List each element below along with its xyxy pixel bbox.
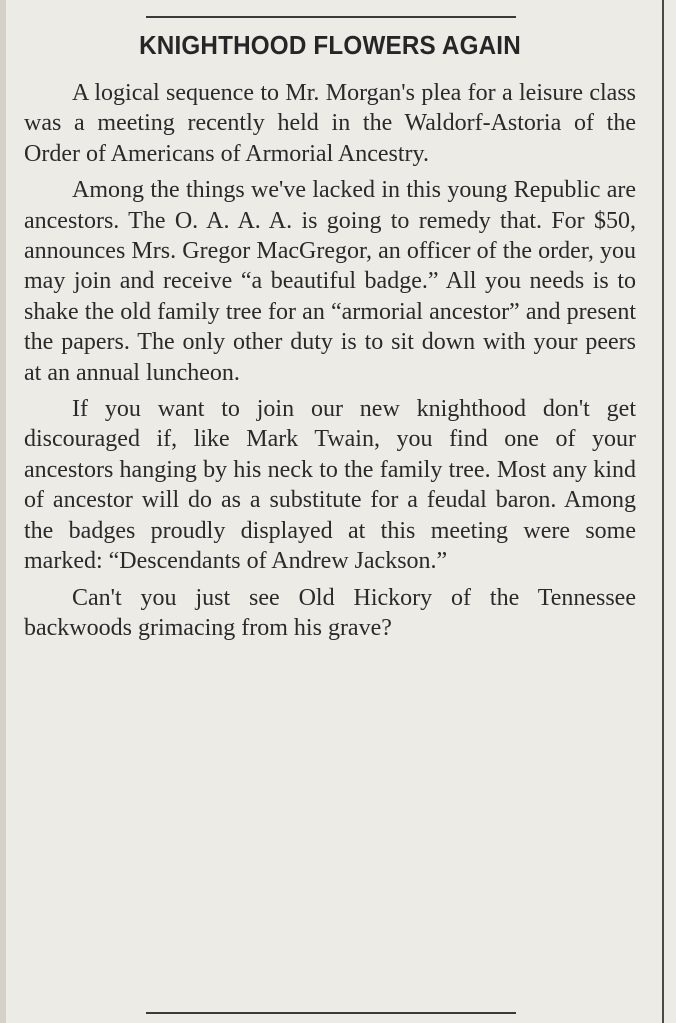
paragraph-3: If you want to join our new knighthood don't get discouraged if, like Mark Twain, you find one of your ancestors hanging by his neck to the family tree. Most any kind of ancestor will do as a substitute for a feudal baron. Among the badges proudly displayed at this meeting were some marked: “Descendants of Andrew Jackson.” — [24, 396, 636, 575]
paragraph-2: Among the things we've lacked in this young Republic are ancestors. The O. A. A. A. is going to remedy that. For $50, announces Mrs. Gregor MacGregor, an officer of the order, you may join and receive “a beautiful badge.” All you needs is to shake the old family tree for an “armorial ancestor” and present the papers. The only other duty is to sit down with your peers at an annual luncheon. — [24, 177, 636, 386]
top-divider — [146, 16, 516, 18]
paragraph-4: Can't you just see Old Hickory of the Tennessee backwoods grimacing from his grave? — [24, 584, 636, 641]
column-rule — [662, 0, 664, 1023]
paper-edge — [0, 0, 6, 1023]
paragraph-1: A logical sequence to Mr. Morgan's plea for a leisure class was a meeting recently held in the Waldorf-Astoria of the Order of Americans of Armorial Ancestry. — [24, 80, 636, 167]
headline: KNIGHTHOOD FLOWERS AGAIN — [139, 32, 521, 60]
article-body — [24, 78, 636, 643]
bottom-divider — [146, 1012, 516, 1014]
